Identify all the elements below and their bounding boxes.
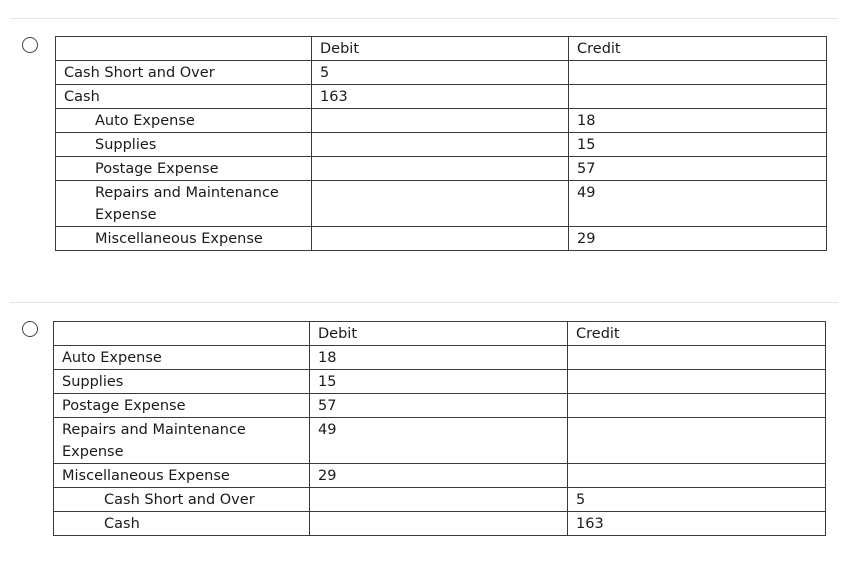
account-cell: Postage Expense bbox=[54, 394, 310, 418]
debit-cell bbox=[312, 157, 569, 181]
credit-cell bbox=[568, 418, 826, 464]
account-cell: Supplies bbox=[56, 133, 312, 157]
option-divider-middle bbox=[10, 302, 838, 303]
table-row bbox=[54, 488, 826, 512]
credit-cell: 18 bbox=[569, 109, 827, 133]
credit-cell: 163 bbox=[568, 512, 826, 536]
credit-cell bbox=[568, 370, 826, 394]
debit-cell: 29 bbox=[310, 464, 568, 488]
table-row bbox=[56, 181, 827, 227]
option-divider-top bbox=[10, 18, 838, 19]
debit-cell bbox=[312, 181, 569, 227]
table-row bbox=[56, 157, 827, 181]
table-row bbox=[54, 394, 826, 418]
header-debit-cell: Debit bbox=[310, 322, 568, 346]
header-credit-cell: Credit bbox=[569, 37, 827, 61]
debit-cell: 163 bbox=[312, 85, 569, 109]
account-cell: Repairs and Maintenance Expense bbox=[56, 181, 312, 227]
table-row bbox=[54, 346, 826, 370]
debit-cell bbox=[312, 109, 569, 133]
account-cell: Auto Expense bbox=[56, 109, 312, 133]
debit-cell bbox=[312, 227, 569, 251]
credit-cell bbox=[569, 85, 827, 109]
table-row bbox=[54, 512, 826, 536]
header-debit-cell: Debit bbox=[312, 37, 569, 61]
credit-cell bbox=[568, 464, 826, 488]
account-cell: Supplies bbox=[54, 370, 310, 394]
debit-cell: 15 bbox=[310, 370, 568, 394]
table-header-row bbox=[56, 37, 827, 61]
credit-cell bbox=[569, 61, 827, 85]
table-row bbox=[54, 464, 826, 488]
account-cell: Repairs and Maintenance Expense bbox=[54, 418, 310, 464]
account-cell: Auto Expense bbox=[54, 346, 310, 370]
debit-cell bbox=[312, 133, 569, 157]
option-1-radio[interactable] bbox=[22, 37, 38, 53]
credit-cell: 49 bbox=[569, 181, 827, 227]
table-row bbox=[56, 61, 827, 85]
account-cell: Cash Short and Over bbox=[54, 488, 310, 512]
header-account-cell bbox=[56, 37, 312, 61]
table-row bbox=[54, 418, 826, 464]
debit-cell bbox=[310, 488, 568, 512]
credit-cell: 29 bbox=[569, 227, 827, 251]
table-row bbox=[54, 370, 826, 394]
table-row bbox=[56, 227, 827, 251]
account-cell: Miscellaneous Expense bbox=[56, 227, 312, 251]
table-row bbox=[56, 109, 827, 133]
credit-cell: 57 bbox=[569, 157, 827, 181]
table-row bbox=[56, 133, 827, 157]
option-2-radio[interactable] bbox=[22, 321, 38, 337]
credit-cell: 15 bbox=[569, 133, 827, 157]
table-row bbox=[56, 85, 827, 109]
account-cell: Cash bbox=[56, 85, 312, 109]
header-account-cell bbox=[54, 322, 310, 346]
option-2-journal-table bbox=[53, 321, 826, 536]
debit-cell bbox=[310, 512, 568, 536]
credit-cell bbox=[568, 346, 826, 370]
credit-cell: 5 bbox=[568, 488, 826, 512]
account-cell: Miscellaneous Expense bbox=[54, 464, 310, 488]
debit-cell: 57 bbox=[310, 394, 568, 418]
credit-cell bbox=[568, 394, 826, 418]
debit-cell: 18 bbox=[310, 346, 568, 370]
account-cell: Cash Short and Over bbox=[56, 61, 312, 85]
debit-cell: 49 bbox=[310, 418, 568, 464]
header-credit-cell: Credit bbox=[568, 322, 826, 346]
account-cell: Cash bbox=[54, 512, 310, 536]
account-cell: Postage Expense bbox=[56, 157, 312, 181]
debit-cell: 5 bbox=[312, 61, 569, 85]
option-1-journal-table bbox=[55, 36, 827, 251]
table-header-row bbox=[54, 322, 826, 346]
